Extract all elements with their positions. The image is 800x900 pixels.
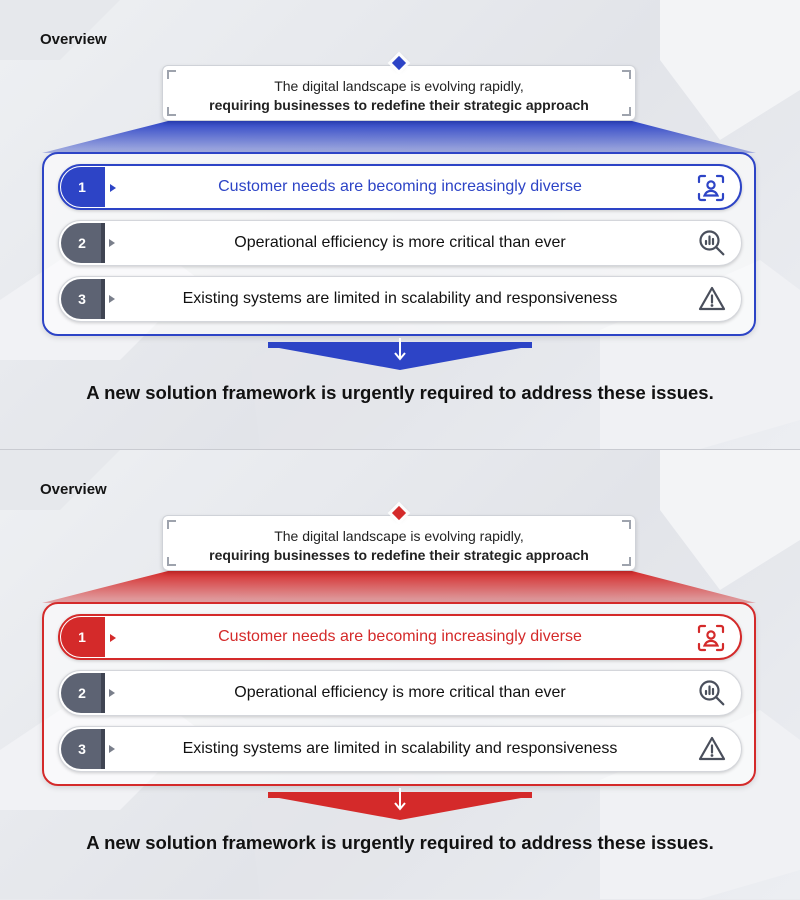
issue-text: Operational efficiency is more critical than ever — [234, 234, 566, 251]
pointer-triangle-icon — [109, 295, 115, 303]
section-heading: Overview — [40, 31, 107, 48]
badge-divider — [101, 279, 105, 319]
issue-row-3 — [58, 726, 742, 772]
issue-text: Existing systems are limited in scalability and responsiveness — [182, 740, 618, 757]
issue-row-3 — [58, 276, 742, 322]
magnifier-chart-icon — [697, 228, 727, 258]
issue-text: Customer needs are becoming increasingly diverse — [218, 628, 582, 645]
user-scan-icon — [696, 173, 726, 203]
intro-line-1: The digital landscape is evolving rapidly, — [274, 78, 524, 94]
pointer-triangle-icon — [109, 745, 115, 753]
warning-icon — [697, 284, 727, 314]
pointer-triangle-icon — [110, 184, 116, 192]
intro-card — [162, 65, 636, 121]
issue-row-2 — [58, 670, 742, 716]
intro-line-2: requiring businesses to redefine their strategic approach — [209, 97, 589, 113]
issue-text: Customer needs are becoming increasingly diverse — [218, 178, 582, 195]
overview-panel-red — [0, 450, 800, 899]
overview-panel-blue — [0, 0, 800, 449]
issue-number-badge: 3 — [61, 279, 103, 319]
pointer-triangle-icon — [110, 634, 116, 642]
pointer-triangle-icon — [109, 689, 115, 697]
issue-number-badge: 2 — [61, 673, 103, 713]
section-heading: Overview — [40, 481, 107, 498]
panel-separator — [0, 449, 800, 450]
issue-row-1 — [58, 614, 742, 660]
issue-number-badge: 3 — [61, 729, 103, 769]
conclusion-text: A new solution framework is urgently required to address these issues. — [86, 832, 714, 853]
issue-text: Operational efficiency is more critical than ever — [234, 684, 566, 701]
intro-line-1: The digital landscape is evolving rapidly, — [274, 528, 524, 544]
issue-text: Existing systems are limited in scalability and responsiveness — [182, 290, 618, 307]
issue-number-badge: 1 — [61, 167, 103, 207]
badge-divider — [101, 729, 105, 769]
issue-row-2 — [58, 220, 742, 266]
intro-line-2: requiring businesses to redefine their strategic approach — [209, 547, 589, 563]
warning-icon — [697, 734, 727, 764]
down-arrow-icon — [0, 336, 800, 376]
intro-card — [162, 515, 636, 571]
user-scan-icon — [696, 623, 726, 653]
issue-row-1 — [58, 164, 742, 210]
badge-divider — [101, 617, 105, 657]
badge-divider — [101, 673, 105, 713]
conclusion-text: A new solution framework is urgently required to address these issues. — [86, 382, 714, 403]
badge-divider — [101, 167, 105, 207]
issue-number-badge: 2 — [61, 223, 103, 263]
badge-divider — [101, 223, 105, 263]
magnifier-chart-icon — [697, 678, 727, 708]
pointer-triangle-icon — [109, 239, 115, 247]
down-arrow-icon — [0, 786, 800, 826]
issue-number-badge: 1 — [61, 617, 103, 657]
